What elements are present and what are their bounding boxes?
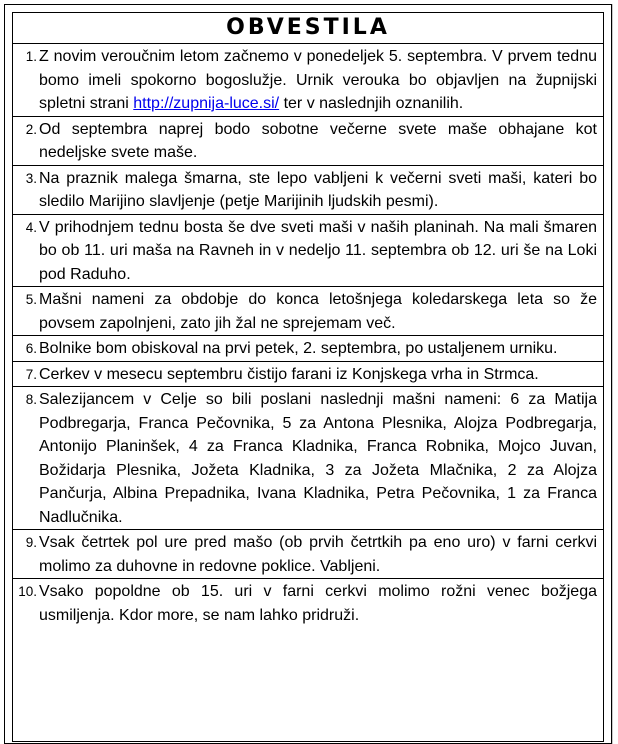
item-text: Bolnike bom obiskoval na prvi petek, 2. septembra, po ustaljenem urniku. [39,340,558,357]
item-number: 10. [18,584,37,599]
item-text: Vsak četrtek pol ure pred mašo (ob prvih četrtkih pa eno uro) v farni cerkvi molimo za duhovne in redovne poklice. Vabljeni. [39,534,597,575]
item-number: 2. [25,121,37,137]
item-number: 7. [25,366,37,382]
announcements-panel [12,12,604,742]
item-number: 3. [25,170,37,186]
item-text: Salezijancem v Celje so bili poslani naslednji mašni nameni: 6 za Matija Podbregarja, Franca Pečovnika, 5 za Antona Plesnika, Alojza Podbregarja, Antonijo Planinšek, 4 za Franca Kladnika, Franca Robnika, Mojco Juvan, Božidarja Plesnika, Jožeta Kladnika, 3 za Jožeta Mlačnika, 2 za Alojza Pančurja, Albina Prepadnika, Ivana Kladnika, Petra Pečovnika, 1 za Franca Nadlučnika. [39,391,597,526]
item-number: 5. [25,292,37,307]
item-text: Na praznik malega šmarna, ste lepo vabljeni k večerni sveti maši, kateri bo sledilo Marijino slavljenje (petje Marijinih ljudskih pesmi). [39,169,597,210]
item-number: 8. [25,392,37,407]
announcement-item-8 [13,386,603,529]
item-number: 6. [25,341,37,356]
announcement-item-5 [13,286,603,335]
page-title: OBVESTILA [226,15,390,40]
announcement-item-7 [13,361,603,387]
announcement-item-1 [13,43,603,116]
announcement-list [13,43,603,627]
item-text [39,44,603,116]
item-text: Vsako popoldne ob 15. uri v farni cerkvi molimo rožni venec božjega usmiljenja. Kdor more, se nam lahko pridruži. [39,583,597,624]
item-number: 4. [25,219,37,235]
item-text-end: ter v naslednjih oznanilih. [279,95,464,112]
item-text: V prihodnjem tednu bosta še dve sveti maši v naših planinah. Na mali šmaren bo ob 11. uri maša na Ravneh in v nedeljo 11. septembra ob 12. uri še na Loki pod Raduho. [39,218,597,283]
item-number: 1. [25,49,37,64]
announcement-item-4 [13,214,603,287]
announcement-item-10 [13,578,603,627]
announcement-item-6 [13,335,603,361]
item-text: Mašni nameni za obdobje do konca letošnjega koledarskega leta so že povsem zapolnjeni, zato jih žal ne sprejemam več. [39,291,597,332]
item-text-start: Z novim veroučnim letom začnemo v ponedeljek 5. septembra. V prvem tednu bomo imeli spokorno bogoslužje. Urnik verouka bo objavljen na župnijski spletni strani [39,48,597,112]
announcement-item-9 [13,529,603,578]
parish-website-link[interactable]: http://zupnija-luce.si/ [133,95,280,112]
announcement-item-2 [13,116,603,165]
item-text: Od septembra naprej bodo sobotne večerne svete maše obhajane kot nedeljske svete maše. [39,120,597,161]
item-text: Cerkev v mesecu septembru čistijo farani iz Konjskega vrha in Strmca. [39,365,539,383]
announcement-item-3 [13,165,603,214]
item-number: 9. [25,535,37,550]
